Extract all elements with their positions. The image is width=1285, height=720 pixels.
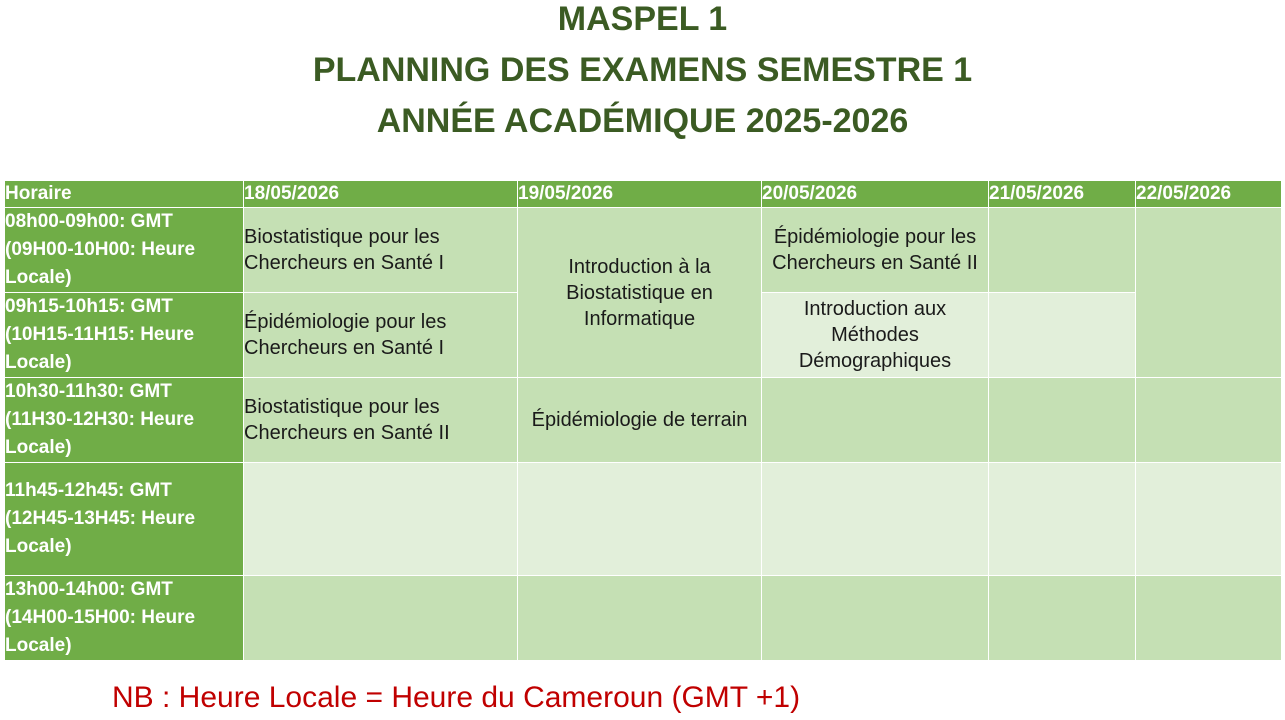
- header-date-22: 22/05/2026: [1136, 181, 1282, 208]
- empty-cell: [1136, 208, 1282, 378]
- exam-cell: Épidémiologie de terrain: [518, 378, 762, 463]
- time-slot-2: 09h15-10h15: GMT (10H15-11H15: Heure Locale): [5, 293, 244, 378]
- empty-cell: [244, 576, 518, 661]
- table-row: [5, 576, 1282, 661]
- exam-cell: Épidémiologie pour les Chercheurs en Santé I: [244, 293, 518, 378]
- header-horaire: Horaire: [5, 181, 244, 208]
- exam-schedule-table: [4, 180, 1282, 661]
- empty-cell: [989, 576, 1136, 661]
- footnote: NB : Heure Locale = Heure du Cameroun (GMT +1): [112, 681, 801, 714]
- header-date-18: 18/05/2026: [244, 181, 518, 208]
- table-row: [5, 378, 1282, 463]
- empty-cell: [989, 293, 1136, 378]
- empty-cell: [1136, 463, 1282, 576]
- empty-cell: [518, 463, 762, 576]
- header-date-20: 20/05/2026: [762, 181, 989, 208]
- empty-cell: [1136, 576, 1282, 661]
- time-slot-5: 13h00-14h00: GMT (14H00-15H00: Heure Locale): [5, 576, 244, 661]
- header-date-21: 21/05/2026: [989, 181, 1136, 208]
- empty-cell: [518, 576, 762, 661]
- empty-cell: [762, 463, 989, 576]
- exam-cell: Introduction aux Méthodes Démographiques: [762, 293, 989, 378]
- empty-cell: [244, 463, 518, 576]
- table-row: [5, 208, 1282, 293]
- time-slot-4: 11h45-12h45: GMT (12H45-13H45: Heure Locale): [5, 463, 244, 576]
- exam-cell: Biostatistique pour les Chercheurs en Santé I: [244, 208, 518, 293]
- empty-cell: [989, 463, 1136, 576]
- time-slot-1: 08h00-09h00: GMT (09H00-10H00: Heure Locale): [5, 208, 244, 293]
- title-line-2: PLANNING DES EXAMENS SEMESTRE 1: [312, 51, 973, 89]
- empty-cell: [762, 378, 989, 463]
- exam-cell: Biostatistique pour les Chercheurs en Santé II: [244, 378, 518, 463]
- title-line-1: MASPEL 1: [557, 0, 728, 38]
- exam-cell: Épidémiologie pour les Chercheurs en Santé II: [762, 208, 989, 293]
- empty-cell: [762, 576, 989, 661]
- empty-cell: [1136, 378, 1282, 463]
- table-row: [5, 463, 1282, 576]
- exam-cell: Introduction à la Biostatistique en Informatique: [518, 208, 762, 378]
- empty-cell: [989, 208, 1136, 293]
- time-slot-3: 10h30-11h30: GMT (11H30-12H30: Heure Locale): [5, 378, 244, 463]
- header-date-19: 19/05/2026: [518, 181, 762, 208]
- empty-cell: [989, 378, 1136, 463]
- header-row: [5, 181, 1282, 208]
- title-line-3: ANNÉE ACADÉMIQUE 2025-2026: [376, 102, 909, 140]
